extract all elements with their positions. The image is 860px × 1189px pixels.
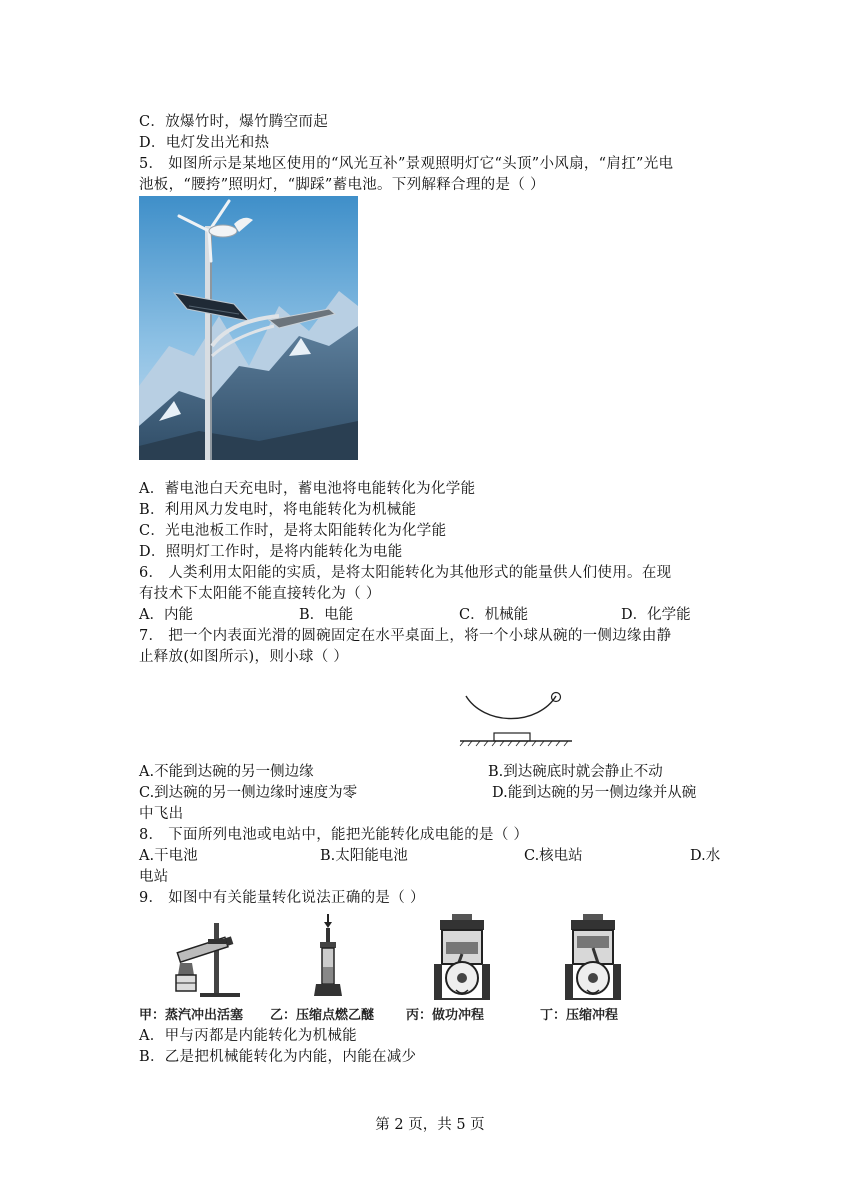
q6-option-a: A．内能 — [139, 607, 193, 623]
street-lamp-photo — [139, 196, 358, 460]
bowl-figure — [458, 690, 574, 748]
q7-option-d: D.能到达碗的另一侧边缘并从碗 — [492, 785, 697, 801]
q4-option-d: D．电灯发出光和热 — [139, 135, 270, 151]
q8-stem: 8． 下面所列电池或电站中，能把光能转化成电能的是（ ） — [139, 827, 529, 843]
q7-options-row1 — [139, 762, 723, 782]
figure-bing-power-stroke — [432, 912, 492, 1000]
figure-jia-steam-apparatus — [172, 915, 244, 999]
caption-jia: 甲：蒸汽冲出活塞 — [139, 1008, 244, 1023]
q5-option-a: A．蓄电池白天充电时，蓄电池将电能转化为化学能 — [139, 481, 476, 497]
q8-option-d-cont: 电站 — [139, 869, 169, 885]
q7-option-b: B.到达碗底时就会静止不动 — [488, 764, 663, 780]
q8-option-a: A.干电池 — [139, 848, 198, 864]
q6-stem-line1: 6． 人类利用太阳能的实质，是将太阳能转化为其他形式的能量供人们使用。在现 — [139, 565, 672, 581]
caption-bing: 丙：做功冲程 — [406, 1008, 485, 1023]
q7-stem-line2: 止释放(如图所示)，则小球（ ） — [139, 649, 349, 665]
q5-stem-line2: 池板，“腰挎”照明灯，“脚踩”蓄电池。下列解释合理的是（ ） — [139, 177, 545, 193]
q5-option-b: B．利用风力发电时，将电能转化为机械能 — [139, 502, 417, 518]
figure-yi-compression-tube — [310, 912, 346, 998]
figure-ding-compression-stroke — [563, 912, 623, 1000]
q5-stem-line1: 5． 如图所示是某地区使用的“风光互补”景观照明灯它“头顶”小风扇，“肩扛”光电 — [139, 156, 674, 172]
q7-option-c: C.到达碗的另一侧边缘时速度为零 — [139, 785, 358, 801]
page-footer: 第 2 页，共 5 页 — [375, 1117, 485, 1133]
q7-option-a: A.不能到达碗的另一侧边缘 — [139, 764, 314, 780]
q9-option-b: B．乙是把机械能转化为内能，内能在减少 — [139, 1049, 417, 1065]
q7-options-row2 — [139, 783, 723, 803]
q7-option-d-cont: 中飞出 — [139, 806, 184, 822]
q8-option-c: C.核电站 — [524, 848, 583, 864]
caption-ding: 丁：压缩冲程 — [540, 1008, 619, 1023]
q9-stem: 9． 如图中有关能量转化说法正确的是（ ） — [139, 890, 425, 906]
q6-option-b: B．电能 — [299, 607, 354, 623]
caption-yi: 乙：压缩点燃乙醚 — [270, 1008, 375, 1023]
q6-option-c: C．机械能 — [459, 607, 529, 623]
q8-option-d: D.水 — [690, 848, 721, 864]
q6-options — [139, 605, 723, 625]
q6-option-d: D．化学能 — [621, 607, 691, 623]
q8-options — [139, 846, 723, 866]
q5-option-d: D．照明灯工作时，是将内能转化为电能 — [139, 544, 403, 560]
q4-option-c: C．放爆竹时，爆竹腾空而起 — [139, 114, 328, 130]
q8-option-b: B.太阳能电池 — [320, 848, 408, 864]
q5-option-c: C．光电池板工作时，是将太阳能转化为化学能 — [139, 523, 447, 539]
q9-option-a: A．甲与丙都是内能转化为机械能 — [139, 1028, 357, 1044]
q7-stem-line1: 7． 把一个内表面光滑的圆碗固定在水平桌面上，将一个小球从碗的一侧边缘由静 — [139, 628, 672, 644]
q6-stem-line2: 有技术下太阳能不能直接转化为（ ） — [139, 586, 381, 602]
